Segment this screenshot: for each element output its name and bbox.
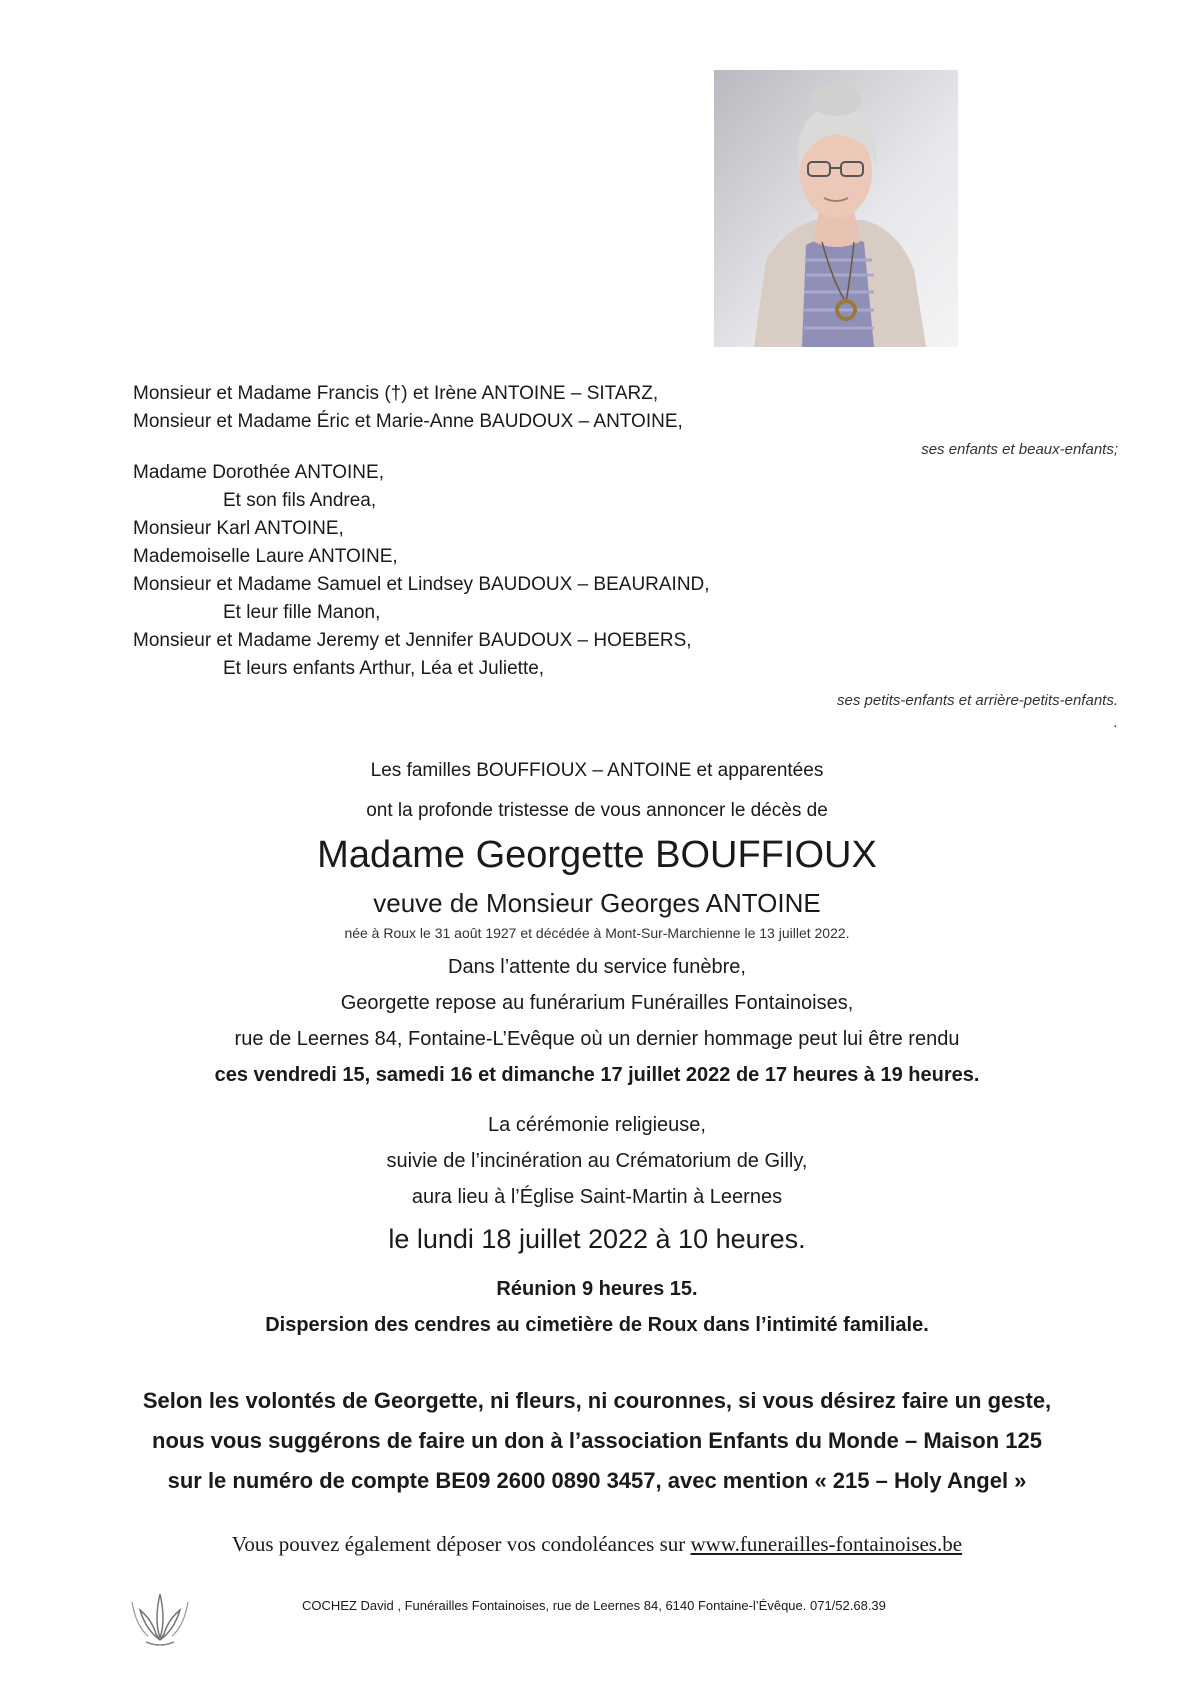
funeral-home-logo-icon — [126, 1580, 194, 1648]
wishes-line-1: Selon les volontés de Georgette, ni fleurs, ni couronnes, si vous désirez faire un geste, — [142, 1388, 1052, 1413]
children-role: ses enfants et beaux-enfants; — [921, 441, 1118, 458]
ashes-dispersion: Dispersion des cendres au cimetière de Roux dans l’intimité familiale. — [265, 1314, 929, 1336]
children-list — [133, 380, 683, 436]
portrait-photo — [714, 70, 958, 347]
family-member: Madame Dorothée ANTOINE, — [133, 462, 384, 483]
birth-death-dates: née à Roux le 31 août 1927 et décédée à Mont-Sur-Marchienne le 13 juillet 2022. — [344, 925, 850, 941]
visitation-line-3: rue de Leernes 84, Fontaine-L’Evêque où un dernier hommage peut lui être rendu — [234, 1028, 960, 1050]
family-member: Et leur fille Manon, — [223, 602, 381, 623]
deceased-name: Madame Georgette BOUFFIOUX — [317, 834, 877, 876]
ceremony-date: le lundi 18 juillet 2022 à 10 heures. — [388, 1224, 806, 1254]
visitation-line-1: Dans l’attente du service funèbre, — [448, 956, 746, 978]
trailing-dot: . — [1113, 714, 1118, 731]
widow-line: veuve de Monsieur Georges ANTOINE — [373, 888, 821, 918]
footer-contact: COCHEZ David , Funérailles Fontainoises, rue de Leernes 84, 6140 Fontaine-l’Évêque. 071/52.68.39 — [302, 1598, 886, 1613]
ceremony-line-3: aura lieu à l’Église Saint-Martin à Leernes — [411, 1186, 783, 1208]
portrait-illustration — [714, 70, 958, 347]
family-member: Monsieur et Madame Éric et Marie-Anne BAUDOUX – ANTOINE, — [133, 411, 683, 432]
family-member: Monsieur et Madame Jeremy et Jennifer BAUDOUX – HOEBERS, — [133, 630, 692, 651]
condolences-link[interactable]: www.funerailles-fontainoises.be — [690, 1532, 963, 1556]
grandchildren-role: ses petits-enfants et arrière-petits-enfants. — [837, 692, 1118, 709]
family-member: Et leurs enfants Arthur, Léa et Juliette, — [223, 658, 545, 679]
family-member: Monsieur et Madame Samuel et Lindsey BAUDOUX – BEAURAIND, — [133, 574, 710, 595]
visitation-line-2: Georgette repose au funérarium Funérailles Fontainoises, — [340, 992, 854, 1014]
family-member: Et son fils Andrea, — [223, 490, 377, 511]
family-member: Mademoiselle Laure ANTOINE, — [133, 546, 398, 567]
wishes-line-3: sur le numéro de compte BE09 2600 0890 3457, avec mention « 215 – Holy Angel » — [167, 1468, 1027, 1493]
ceremony-line-2: suivie de l’incinération au Crématorium de Gilly, — [386, 1150, 808, 1172]
wishes-line-2: nous vous suggérons de faire un don à l’association Enfants du Monde – Maison 125 — [152, 1428, 1042, 1453]
family-member: Monsieur et Madame Francis (†) et Irène ANTOINE – SITARZ, — [133, 383, 659, 404]
meeting-time: Réunion 9 heures 15. — [496, 1278, 698, 1300]
grandchildren-list — [133, 459, 710, 683]
intro-line: ont la profonde tristesse de vous annoncer le décès de — [366, 800, 828, 821]
family-member: Monsieur Karl ANTOINE, — [133, 518, 344, 539]
visitation-dates: ces vendredi 15, samedi 16 et dimanche 17 juillet 2022 de 17 heures à 19 heures. — [214, 1064, 980, 1086]
condolences-line — [0, 1532, 1194, 1557]
condolences-text: Vous pouvez également déposer vos condoléances sur — [231, 1532, 691, 1556]
families-line: Les familles BOUFFIOUX – ANTOINE et apparentées — [370, 760, 824, 781]
ceremony-line-1: La cérémonie religieuse, — [488, 1114, 706, 1136]
